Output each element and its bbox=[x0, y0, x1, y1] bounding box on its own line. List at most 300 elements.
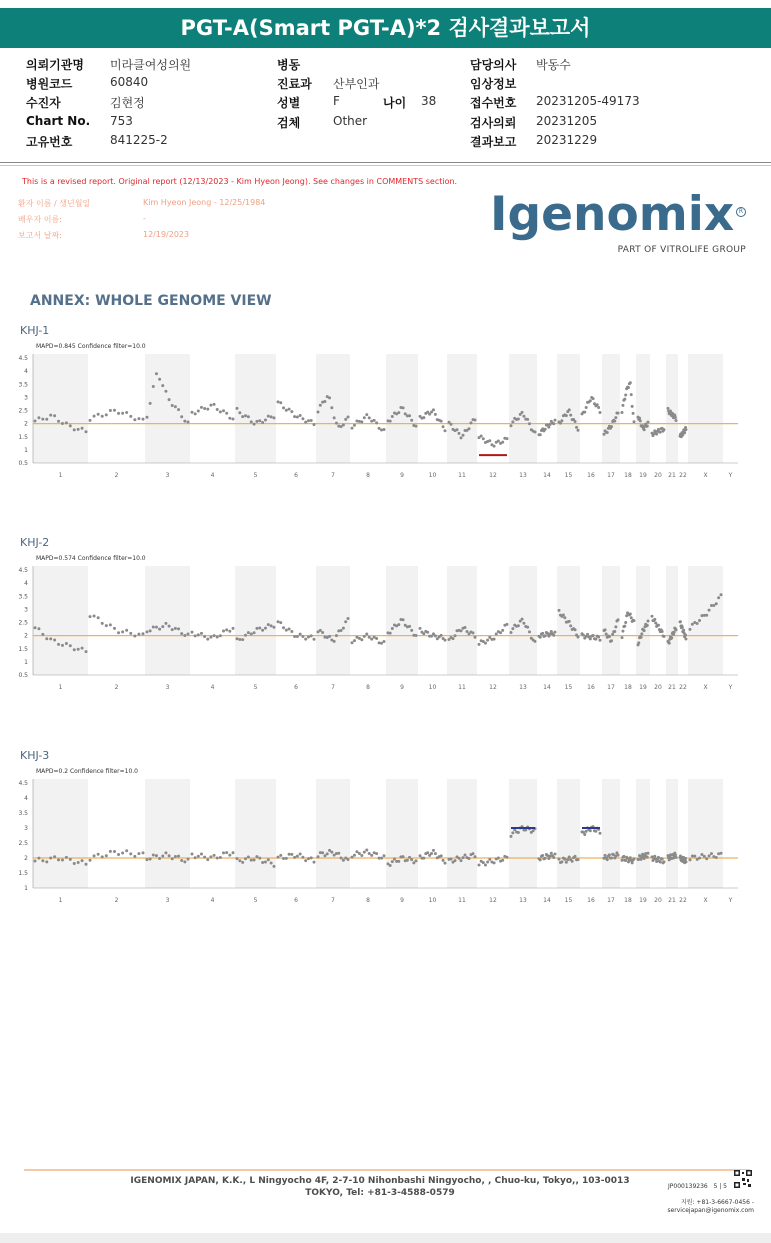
chromosome-label: Y bbox=[728, 684, 733, 691]
data-point bbox=[277, 620, 280, 623]
data-point bbox=[522, 415, 525, 418]
data-point bbox=[629, 612, 632, 615]
data-point bbox=[478, 643, 481, 646]
data-point bbox=[363, 851, 366, 854]
clinical-label: 임상정보 bbox=[470, 77, 517, 91]
data-point bbox=[247, 415, 250, 418]
data-point bbox=[402, 406, 405, 409]
data-point bbox=[539, 433, 542, 436]
data-point bbox=[282, 857, 285, 860]
chromosome-label: X bbox=[703, 472, 708, 479]
data-point bbox=[304, 638, 307, 641]
data-point bbox=[113, 850, 116, 853]
chromosome-band bbox=[509, 566, 537, 675]
data-point bbox=[117, 412, 120, 415]
data-point bbox=[183, 634, 186, 637]
data-point bbox=[142, 418, 145, 421]
annex-title: ANNEX: WHOLE GENOME VIEW bbox=[30, 293, 272, 309]
chromosome-band bbox=[688, 566, 723, 675]
data-point bbox=[65, 421, 68, 424]
page-number: 5 | 5 bbox=[713, 1183, 727, 1190]
data-point bbox=[117, 853, 120, 856]
data-point bbox=[663, 428, 666, 431]
data-point bbox=[344, 620, 347, 623]
chromosome-label: 4 bbox=[210, 684, 215, 691]
data-point bbox=[187, 421, 190, 424]
data-point bbox=[474, 636, 477, 639]
chromosome-label: 1 bbox=[58, 684, 63, 691]
chromosome-band bbox=[316, 779, 350, 888]
data-point bbox=[353, 424, 356, 427]
data-point bbox=[621, 630, 624, 633]
data-point bbox=[408, 414, 411, 417]
chromosome-label: 21 bbox=[668, 472, 676, 479]
data-point bbox=[363, 635, 366, 638]
data-point bbox=[238, 638, 241, 641]
data-point bbox=[444, 862, 447, 865]
data-point bbox=[434, 413, 437, 416]
data-point bbox=[583, 833, 586, 836]
data-point bbox=[360, 420, 363, 423]
chromosome-label: 5 bbox=[253, 472, 258, 479]
data-point bbox=[206, 638, 209, 641]
data-point bbox=[236, 857, 239, 860]
data-point bbox=[655, 860, 658, 863]
data-point bbox=[613, 420, 616, 423]
chromosome-label: 18 bbox=[624, 684, 632, 691]
data-point bbox=[105, 854, 108, 857]
data-point bbox=[344, 418, 347, 421]
footer-contact bbox=[662, 1199, 754, 1215]
chromosome-label: 12 bbox=[489, 897, 497, 904]
data-point bbox=[659, 431, 662, 434]
y-tick-label: 1 bbox=[24, 446, 28, 454]
data-point bbox=[180, 415, 183, 418]
chromosome-band bbox=[636, 779, 650, 888]
data-point bbox=[146, 858, 149, 861]
chromosome-label: 9 bbox=[400, 897, 404, 904]
y-tick-label: 2 bbox=[24, 855, 28, 862]
data-point bbox=[693, 855, 696, 858]
data-point bbox=[610, 857, 613, 860]
data-point bbox=[219, 856, 222, 859]
data-point bbox=[61, 644, 64, 647]
data-point bbox=[415, 425, 418, 428]
data-point bbox=[684, 634, 687, 637]
data-point bbox=[608, 853, 611, 856]
unique-no-value: 841225-2 bbox=[110, 133, 168, 147]
age-value: 38 bbox=[421, 94, 437, 108]
data-point bbox=[105, 624, 108, 627]
data-point bbox=[594, 830, 597, 833]
doctor-value: 박동수 bbox=[536, 58, 571, 72]
data-point bbox=[682, 629, 685, 632]
data-point bbox=[61, 858, 64, 861]
data-point bbox=[563, 616, 566, 619]
data-point bbox=[391, 627, 394, 630]
data-point bbox=[663, 635, 666, 638]
data-point bbox=[328, 396, 331, 399]
chromosome-band bbox=[688, 779, 723, 888]
chromosome-label: 22 bbox=[679, 897, 687, 904]
data-point bbox=[258, 857, 261, 860]
data-point bbox=[347, 416, 350, 419]
chromosome-label: 18 bbox=[624, 472, 632, 479]
data-point bbox=[667, 407, 670, 410]
data-point bbox=[406, 859, 409, 862]
data-point bbox=[410, 419, 413, 422]
chromosome-band bbox=[602, 779, 620, 888]
data-point bbox=[253, 631, 256, 634]
data-point bbox=[250, 420, 253, 423]
data-point bbox=[247, 631, 250, 634]
data-point bbox=[264, 860, 267, 863]
data-point bbox=[34, 420, 37, 423]
data-point bbox=[213, 403, 216, 406]
chromosome-band bbox=[557, 779, 580, 888]
chromosome-label: 12 bbox=[489, 472, 497, 479]
data-point bbox=[264, 627, 267, 630]
data-point bbox=[330, 406, 333, 409]
chromosome-band bbox=[33, 779, 88, 888]
data-point bbox=[365, 848, 368, 851]
data-point bbox=[521, 411, 524, 414]
chromosome-label: 15 bbox=[564, 472, 573, 479]
data-point bbox=[129, 852, 132, 855]
chromosome-label: 21 bbox=[668, 897, 676, 904]
partner-label: 배우자 이름: bbox=[18, 215, 62, 224]
data-point bbox=[225, 851, 228, 854]
data-point bbox=[200, 852, 203, 855]
data-point bbox=[296, 415, 299, 418]
data-point bbox=[152, 625, 155, 628]
data-point bbox=[342, 627, 345, 630]
data-point bbox=[368, 852, 371, 855]
data-point bbox=[631, 861, 634, 864]
data-point bbox=[273, 416, 276, 419]
chromosome-label: 3 bbox=[165, 897, 170, 904]
data-point bbox=[488, 858, 491, 861]
chromosome-label: 6 bbox=[294, 897, 298, 904]
data-point bbox=[497, 857, 500, 860]
examinee-label: 수진자 bbox=[26, 96, 61, 110]
chromosome-label: 17 bbox=[607, 897, 615, 904]
data-point bbox=[152, 385, 155, 388]
data-point bbox=[171, 404, 174, 407]
data-point bbox=[347, 858, 350, 861]
chromosome-label: 13 bbox=[519, 897, 527, 904]
chromosome-band bbox=[145, 354, 190, 463]
data-point bbox=[264, 419, 267, 422]
data-point bbox=[351, 641, 354, 644]
data-point bbox=[599, 411, 602, 414]
chromosome-band bbox=[145, 566, 190, 675]
data-point bbox=[317, 855, 320, 858]
chart-subtitle: MAPD=0.574 Confidence filter=10.0 bbox=[36, 555, 146, 562]
data-point bbox=[97, 853, 100, 856]
data-point bbox=[225, 628, 228, 631]
data-point bbox=[452, 637, 455, 640]
data-point bbox=[569, 624, 572, 627]
data-point bbox=[228, 630, 231, 633]
data-point bbox=[599, 832, 602, 835]
data-point bbox=[69, 644, 72, 647]
data-point bbox=[633, 420, 636, 423]
data-point bbox=[577, 429, 580, 432]
data-point bbox=[613, 630, 616, 633]
data-point bbox=[133, 418, 136, 421]
data-point bbox=[705, 857, 708, 860]
data-point bbox=[146, 416, 149, 419]
data-point bbox=[440, 634, 443, 637]
data-point bbox=[255, 420, 258, 423]
chromosome-band bbox=[235, 566, 276, 675]
data-point bbox=[85, 863, 88, 866]
chart-no-value: 753 bbox=[110, 114, 133, 128]
data-point bbox=[480, 434, 483, 437]
data-point bbox=[337, 852, 340, 855]
data-point bbox=[541, 632, 544, 635]
data-point bbox=[293, 415, 296, 418]
data-point bbox=[415, 634, 418, 637]
y-tick-label: 0.5 bbox=[18, 460, 28, 467]
data-point bbox=[633, 619, 636, 622]
y-tick-label: 4.5 bbox=[18, 780, 28, 787]
chromosome-label: 1 bbox=[58, 897, 63, 904]
data-point bbox=[651, 615, 654, 618]
data-point bbox=[614, 416, 617, 419]
data-point bbox=[639, 419, 642, 422]
data-point bbox=[442, 859, 445, 862]
data-point bbox=[568, 620, 571, 623]
chromosome-label: 15 bbox=[564, 684, 573, 691]
data-point bbox=[627, 386, 630, 389]
sample-label-1: KHJ-1 bbox=[20, 324, 50, 337]
institution-value: 미라클여성의원 bbox=[110, 58, 192, 72]
report-date-value: 12/19/2023 bbox=[143, 230, 190, 239]
data-point bbox=[393, 857, 396, 860]
data-point bbox=[183, 420, 186, 423]
data-point bbox=[592, 397, 595, 400]
data-point bbox=[288, 408, 291, 411]
data-point bbox=[45, 860, 48, 863]
data-point bbox=[614, 625, 617, 628]
data-point bbox=[296, 635, 299, 638]
data-point bbox=[270, 861, 273, 864]
data-point bbox=[113, 409, 116, 412]
y-tick-label: 4.5 bbox=[18, 355, 28, 362]
data-point bbox=[383, 640, 386, 643]
data-point bbox=[604, 628, 607, 631]
y-tick-label: 1 bbox=[24, 658, 28, 666]
data-point bbox=[133, 855, 136, 858]
data-point bbox=[640, 636, 643, 639]
data-point bbox=[279, 854, 282, 857]
data-point bbox=[41, 859, 44, 862]
data-point bbox=[244, 857, 247, 860]
data-point bbox=[646, 856, 649, 859]
chromosome-label: 10 bbox=[428, 684, 437, 691]
data-point bbox=[715, 602, 718, 605]
sex-value: F bbox=[333, 94, 340, 108]
chromosome-label: 19 bbox=[639, 684, 647, 691]
data-point bbox=[351, 427, 354, 430]
chromosome-band bbox=[386, 779, 418, 888]
revised-report-note: This is a revised report. Original report (12/13/2023 - Kim Hyeon Jeong). See changes in COMMENTS section. bbox=[22, 177, 458, 186]
data-point bbox=[683, 431, 686, 434]
request-value: 20231205 bbox=[536, 114, 598, 128]
data-point bbox=[544, 634, 547, 637]
chromosome-label: 17 bbox=[607, 472, 615, 479]
result-label: 결과보고 bbox=[470, 135, 517, 149]
data-point bbox=[267, 858, 270, 861]
data-point bbox=[360, 854, 363, 857]
data-point bbox=[142, 632, 145, 635]
data-point bbox=[57, 643, 60, 646]
chromosome-label: 16 bbox=[587, 897, 595, 904]
data-point bbox=[57, 858, 60, 861]
data-point bbox=[488, 439, 491, 442]
data-point bbox=[571, 860, 574, 863]
data-point bbox=[582, 634, 585, 637]
data-point bbox=[466, 630, 469, 633]
data-point bbox=[450, 857, 453, 860]
data-point bbox=[363, 416, 366, 419]
data-point bbox=[317, 411, 320, 414]
data-point bbox=[137, 417, 140, 420]
data-point bbox=[191, 631, 194, 634]
data-point bbox=[544, 857, 547, 860]
chromosome-label: 8 bbox=[366, 897, 370, 904]
data-point bbox=[657, 856, 660, 859]
data-point bbox=[603, 433, 606, 436]
data-point bbox=[330, 851, 333, 854]
chromosome-band bbox=[235, 779, 276, 888]
data-point bbox=[717, 596, 720, 599]
data-point bbox=[484, 642, 487, 645]
data-point bbox=[647, 421, 650, 424]
y-tick-label: 2 bbox=[24, 420, 28, 428]
data-point bbox=[209, 855, 212, 858]
data-point bbox=[408, 856, 411, 859]
y-tick-label: 1.5 bbox=[18, 433, 28, 441]
y-tick-label: 3.5 bbox=[18, 810, 28, 817]
data-point bbox=[586, 633, 589, 636]
chromosome-label: 7 bbox=[331, 472, 335, 479]
data-point bbox=[458, 857, 461, 860]
data-point bbox=[177, 627, 180, 630]
data-point bbox=[279, 401, 282, 404]
chromosome-label: 6 bbox=[294, 684, 298, 691]
data-point bbox=[219, 410, 222, 413]
data-point bbox=[460, 436, 463, 439]
data-point bbox=[368, 416, 371, 419]
chromosome-band bbox=[447, 354, 477, 463]
data-point bbox=[432, 408, 435, 411]
data-point bbox=[703, 855, 706, 858]
data-point bbox=[216, 636, 219, 639]
data-point bbox=[194, 856, 197, 859]
data-point bbox=[373, 419, 376, 422]
data-point bbox=[621, 636, 624, 639]
data-point bbox=[101, 622, 104, 625]
data-point bbox=[659, 860, 662, 863]
chromosome-band bbox=[447, 779, 477, 888]
data-point bbox=[657, 428, 660, 431]
chromosome-label: 10 bbox=[428, 472, 437, 479]
data-point bbox=[93, 415, 96, 418]
data-point bbox=[375, 637, 378, 640]
data-point bbox=[77, 648, 80, 651]
unique-no-label: 고유번호 bbox=[26, 135, 73, 149]
data-point bbox=[197, 633, 200, 636]
data-point bbox=[698, 619, 701, 622]
data-point bbox=[710, 852, 713, 855]
data-point bbox=[383, 428, 386, 431]
doctor-label: 담당의사 bbox=[470, 58, 517, 72]
data-point bbox=[158, 857, 161, 860]
data-point bbox=[493, 861, 496, 864]
data-point bbox=[464, 626, 467, 629]
data-point bbox=[623, 625, 626, 628]
data-point bbox=[577, 858, 580, 861]
data-point bbox=[517, 418, 520, 421]
data-point bbox=[563, 858, 566, 861]
data-point bbox=[81, 647, 84, 650]
chromosome-band bbox=[447, 566, 477, 675]
data-point bbox=[506, 437, 509, 440]
data-point bbox=[624, 621, 627, 624]
data-point bbox=[594, 638, 597, 641]
data-point bbox=[684, 857, 687, 860]
data-point bbox=[279, 621, 282, 624]
chromosome-label: 14 bbox=[543, 897, 551, 904]
data-point bbox=[191, 853, 194, 856]
data-point bbox=[37, 416, 40, 419]
data-point bbox=[358, 852, 361, 855]
data-point bbox=[273, 626, 276, 629]
data-point bbox=[497, 440, 500, 443]
data-point bbox=[73, 862, 76, 865]
data-point bbox=[333, 640, 336, 643]
data-point bbox=[222, 851, 225, 854]
data-point bbox=[597, 636, 600, 639]
data-point bbox=[574, 628, 577, 631]
data-point bbox=[397, 623, 400, 626]
data-point bbox=[482, 861, 485, 864]
data-point bbox=[168, 854, 171, 857]
data-point bbox=[93, 854, 96, 857]
data-point bbox=[460, 859, 463, 862]
data-point bbox=[183, 860, 186, 863]
data-point bbox=[640, 632, 643, 635]
chromosome-label: 13 bbox=[519, 684, 527, 691]
data-point bbox=[560, 419, 563, 422]
data-point bbox=[304, 421, 307, 424]
data-point bbox=[270, 624, 273, 627]
data-point bbox=[617, 854, 620, 857]
footer-address: IGENOMIX JAPAN, K.K., L Ningyocho 4F, 2-7-10 Nihonbashi Ningyocho, , Chuo-ku, Tokyo,, 103-0013 TOKYO, Tel: +81-3-4588-0579 bbox=[130, 1176, 630, 1198]
chromosome-label: 5 bbox=[253, 684, 258, 691]
data-point bbox=[462, 434, 465, 437]
data-point bbox=[81, 427, 84, 430]
data-point bbox=[506, 623, 509, 626]
data-point bbox=[155, 372, 158, 375]
hospital-code-value: 60840 bbox=[110, 75, 149, 89]
data-point bbox=[501, 441, 504, 444]
chromosome-label: 19 bbox=[639, 897, 647, 904]
data-point bbox=[45, 637, 48, 640]
